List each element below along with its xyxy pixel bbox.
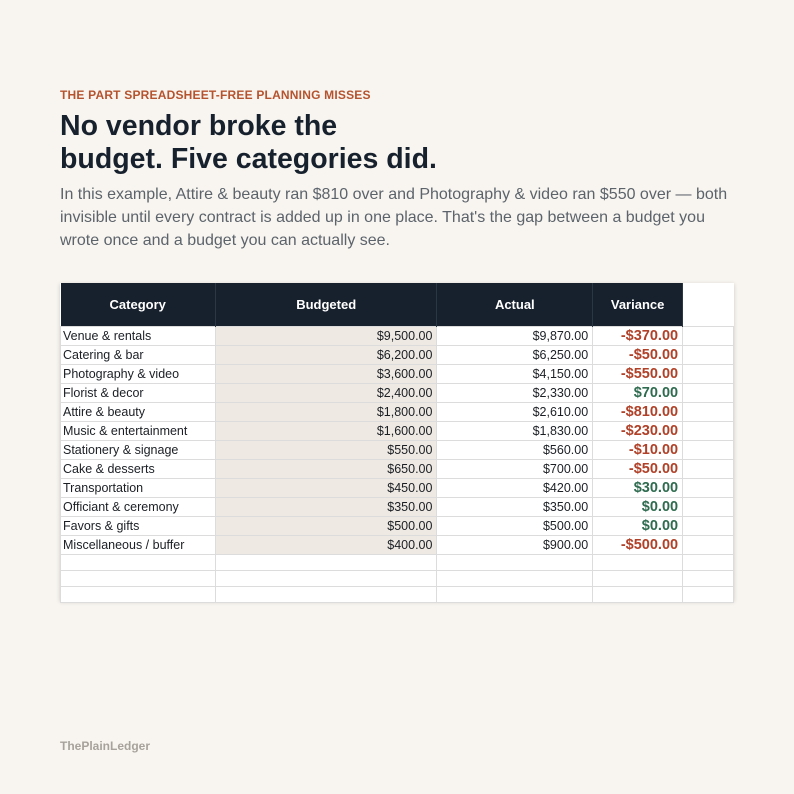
headline-line-1: No vendor broke the [60, 110, 338, 142]
budget-table [60, 283, 734, 603]
budgeted-cell[interactable]: $650.00 [215, 460, 437, 479]
empty-cell[interactable] [215, 571, 437, 587]
empty-cell[interactable] [437, 587, 593, 603]
empty-cell[interactable] [683, 346, 734, 365]
category-cell[interactable]: Favors & gifts [61, 517, 216, 536]
budgeted-cell[interactable]: $500.00 [215, 517, 437, 536]
headline [60, 110, 700, 176]
empty-cell[interactable] [61, 587, 216, 603]
category-cell[interactable]: Catering & bar [61, 346, 216, 365]
header-row [61, 283, 734, 327]
empty-cell[interactable] [683, 498, 734, 517]
empty-cell[interactable] [683, 403, 734, 422]
category-cell[interactable]: Officiant & ceremony [61, 498, 216, 517]
category-cell[interactable]: Florist & decor [61, 384, 216, 403]
budgeted-cell[interactable]: $550.00 [215, 441, 437, 460]
variance-cell[interactable]: $0.00 [593, 498, 683, 517]
variance-cell[interactable]: -$550.00 [593, 365, 683, 384]
table-body [61, 327, 734, 603]
empty-cell[interactable] [683, 327, 734, 346]
empty-cell[interactable] [61, 571, 216, 587]
actual-cell[interactable]: $420.00 [437, 479, 593, 498]
empty-cell[interactable] [683, 384, 734, 403]
budgeted-cell[interactable]: $450.00 [215, 479, 437, 498]
empty-row [61, 555, 734, 571]
variance-cell[interactable]: $0.00 [593, 517, 683, 536]
brand-footer: ThePlainLedger [60, 739, 151, 753]
empty-cell[interactable] [215, 587, 437, 603]
budgeted-cell[interactable]: $400.00 [215, 536, 437, 555]
variance-cell[interactable]: -$230.00 [593, 422, 683, 441]
actual-cell[interactable]: $2,610.00 [437, 403, 593, 422]
actual-cell[interactable]: $9,870.00 [437, 327, 593, 346]
empty-cell[interactable] [683, 460, 734, 479]
empty-cell[interactable] [683, 479, 734, 498]
category-cell[interactable]: Transportation [61, 479, 216, 498]
table-row [61, 517, 734, 536]
lede-paragraph: In this example, Attire & beauty ran $810 over and Photography & video ran $550 over — both invisible until every contract is added up in one place. That's the gap between a budget you wrote once and a budget you can actually see. [60, 186, 728, 249]
table-row [61, 403, 734, 422]
category-cell[interactable]: Attire & beauty [61, 403, 216, 422]
empty-cell[interactable] [593, 587, 683, 603]
column-header-category[interactable]: Category [61, 283, 216, 327]
variance-cell[interactable]: -$50.00 [593, 460, 683, 479]
column-header-budgeted[interactable]: Budgeted [215, 283, 437, 327]
empty-cell[interactable] [683, 517, 734, 536]
budgeted-cell[interactable]: $3,600.00 [215, 365, 437, 384]
column-header-actual[interactable]: Actual [437, 283, 593, 327]
category-cell[interactable]: Venue & rentals [61, 327, 216, 346]
actual-cell[interactable]: $4,150.00 [437, 365, 593, 384]
budget-spreadsheet [60, 283, 734, 601]
category-cell[interactable]: Miscellaneous / buffer [61, 536, 216, 555]
category-cell[interactable]: Music & entertainment [61, 422, 216, 441]
table-row [61, 327, 734, 346]
variance-cell[interactable]: -$810.00 [593, 403, 683, 422]
variance-cell[interactable]: -$370.00 [593, 327, 683, 346]
headline-line-2: budget. Five categories did. [60, 143, 437, 175]
actual-cell[interactable]: $350.00 [437, 498, 593, 517]
empty-cell[interactable] [683, 422, 734, 441]
empty-cell[interactable] [683, 365, 734, 384]
variance-cell[interactable]: -$50.00 [593, 346, 683, 365]
empty-row [61, 571, 734, 587]
empty-cell[interactable] [683, 536, 734, 555]
empty-cell[interactable] [437, 555, 593, 571]
table-row [61, 346, 734, 365]
table-row [61, 479, 734, 498]
actual-cell[interactable]: $700.00 [437, 460, 593, 479]
variance-cell[interactable]: $30.00 [593, 479, 683, 498]
actual-cell[interactable]: $560.00 [437, 441, 593, 460]
budgeted-cell[interactable]: $6,200.00 [215, 346, 437, 365]
budgeted-cell[interactable]: $1,800.00 [215, 403, 437, 422]
empty-cell[interactable] [683, 555, 734, 571]
budgeted-cell[interactable]: $9,500.00 [215, 327, 437, 346]
variance-cell[interactable]: -$500.00 [593, 536, 683, 555]
empty-cell[interactable] [593, 571, 683, 587]
budgeted-cell[interactable]: $2,400.00 [215, 384, 437, 403]
table-row [61, 460, 734, 479]
table-row [61, 536, 734, 555]
budgeted-cell[interactable]: $350.00 [215, 498, 437, 517]
empty-cell[interactable] [593, 555, 683, 571]
eyebrow-label: THE PART SPREADSHEET-FREE PLANNING MISSES [60, 88, 371, 102]
actual-cell[interactable]: $6,250.00 [437, 346, 593, 365]
actual-cell[interactable]: $2,330.00 [437, 384, 593, 403]
column-header-blank[interactable] [683, 283, 734, 327]
variance-cell[interactable]: -$10.00 [593, 441, 683, 460]
variance-cell[interactable]: $70.00 [593, 384, 683, 403]
empty-cell[interactable] [61, 555, 216, 571]
empty-cell[interactable] [683, 441, 734, 460]
budgeted-cell[interactable]: $1,600.00 [215, 422, 437, 441]
table-row [61, 441, 734, 460]
table-row [61, 365, 734, 384]
actual-cell[interactable]: $1,830.00 [437, 422, 593, 441]
category-cell[interactable]: Stationery & signage [61, 441, 216, 460]
column-header-variance[interactable]: Variance [593, 283, 683, 327]
actual-cell[interactable]: $500.00 [437, 517, 593, 536]
actual-cell[interactable]: $900.00 [437, 536, 593, 555]
empty-row [61, 587, 734, 603]
category-cell[interactable]: Cake & desserts [61, 460, 216, 479]
category-cell[interactable]: Photography & video [61, 365, 216, 384]
table-row [61, 422, 734, 441]
empty-cell[interactable] [437, 571, 593, 587]
empty-cell[interactable] [215, 555, 437, 571]
table-row [61, 498, 734, 517]
empty-cell[interactable] [683, 587, 734, 603]
empty-cell[interactable] [683, 571, 734, 587]
table-row [61, 384, 734, 403]
